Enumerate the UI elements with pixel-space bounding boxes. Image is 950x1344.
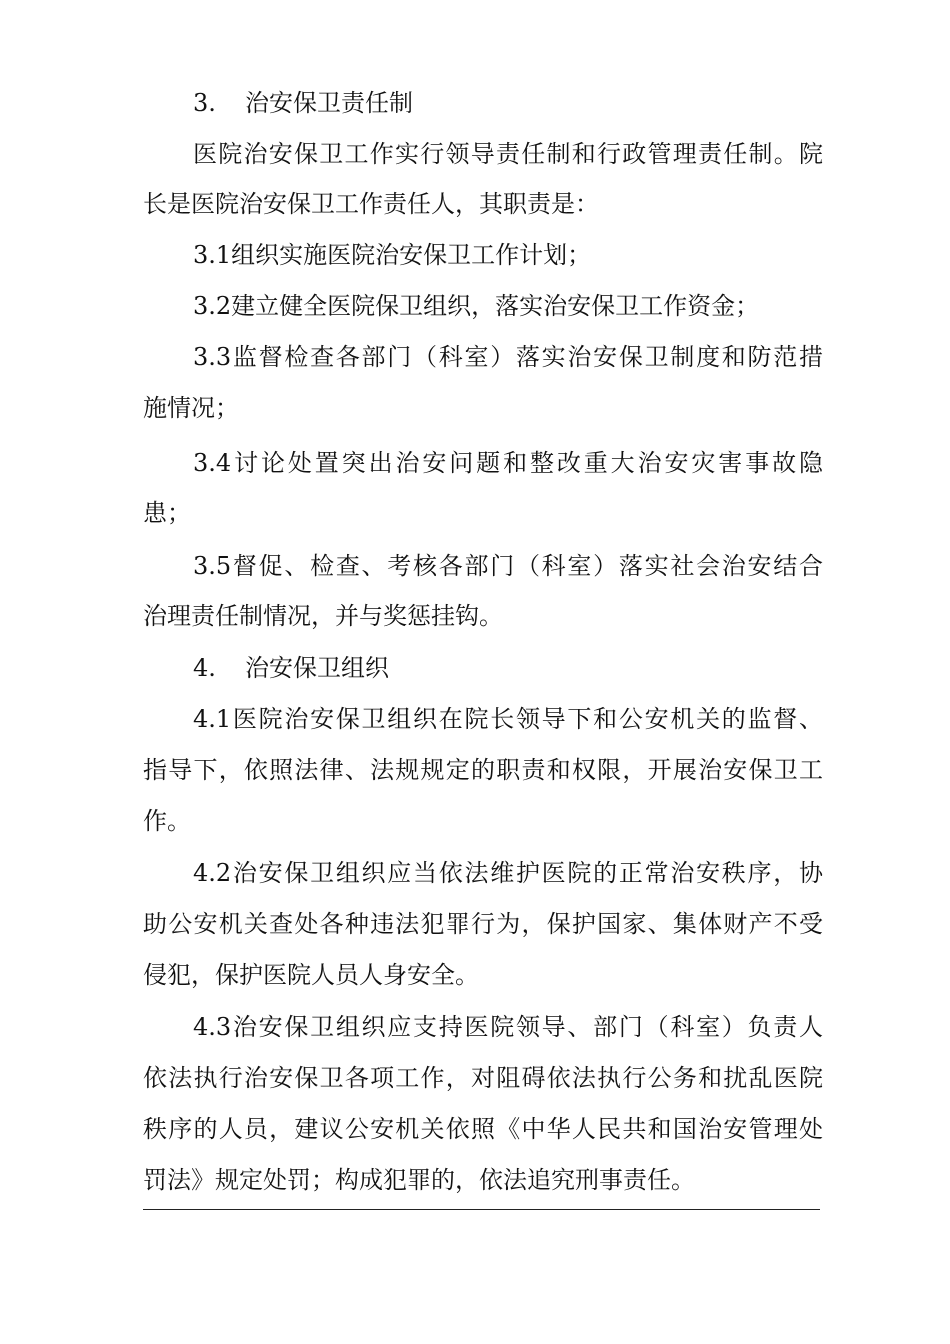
intro-line-1: 医院治安保卫工作实行领导责任制和行政管理责任制。院 — [193, 140, 823, 168]
item-3-3-line-1: 3.3监督检查各部门（科室）落实治安保卫制度和防范措 — [193, 343, 823, 371]
item-3-3-line-2: 施情况； — [143, 394, 239, 422]
item-3-5-line-1: 3.5督促、检查、考核各部门（科室）落实社会治安结合 — [193, 552, 823, 580]
item-4-2-line-1: 4.2治安保卫组织应当依法维护医院的正常治安秩序，协 — [193, 859, 823, 887]
section-3-heading — [193, 88, 823, 118]
item-4-3-line-1: 4.3治安保卫组织应支持医院领导、部门（科室）负责人 — [193, 1013, 823, 1041]
item-3-5-line-2: 治理责任制情况，并与奖惩挂钩。 — [143, 602, 503, 630]
section-4-title: 治安保卫组织 — [245, 654, 389, 682]
section-4-number: 4. — [193, 654, 216, 682]
item-4-1-line-2: 指导下，依照法律、法规规定的职责和权限，开展治安保卫工 — [143, 756, 823, 784]
item-3-1: 3.1组织实施医院治安保卫工作计划； — [193, 241, 592, 269]
item-4-3-line-2: 依法执行治安保卫各项工作，对阻碍依法执行公务和扰乱医院 — [143, 1064, 823, 1092]
item-3-4-line-1: 3.4讨论处置突出治安问题和整改重大治安灾害事故隐 — [193, 449, 823, 477]
item-4-3-line-4: 罚法》规定处罚；构成犯罪的，依法追究刑事责任。 — [143, 1166, 695, 1194]
item-4-2-line-3: 侵犯，保护医院人员人身安全。 — [143, 961, 479, 989]
item-4-1-line-3: 作。 — [143, 807, 191, 835]
intro-line-2: 长是医院治安保卫工作责任人，其职责是： — [143, 190, 599, 218]
item-4-3-line-3: 秩序的人员，建议公安机关依照《中华人民共和国治安管理处 — [143, 1115, 823, 1143]
section-3-number: 3. — [193, 89, 216, 117]
footer-divider — [143, 1209, 820, 1210]
item-3-4-line-2: 患； — [143, 499, 191, 527]
section-4-heading — [193, 653, 823, 683]
item-4-2-line-2: 助公安机关查处各种违法犯罪行为，保护国家、集体财产不受 — [143, 910, 823, 938]
item-4-1-line-1: 4.1医院治安保卫组织在院长领导下和公安机关的监督、 — [193, 705, 823, 733]
section-3-title: 治安保卫责任制 — [245, 89, 413, 117]
item-3-2: 3.2建立健全医院保卫组织，落实治安保卫工作资金； — [193, 292, 760, 320]
